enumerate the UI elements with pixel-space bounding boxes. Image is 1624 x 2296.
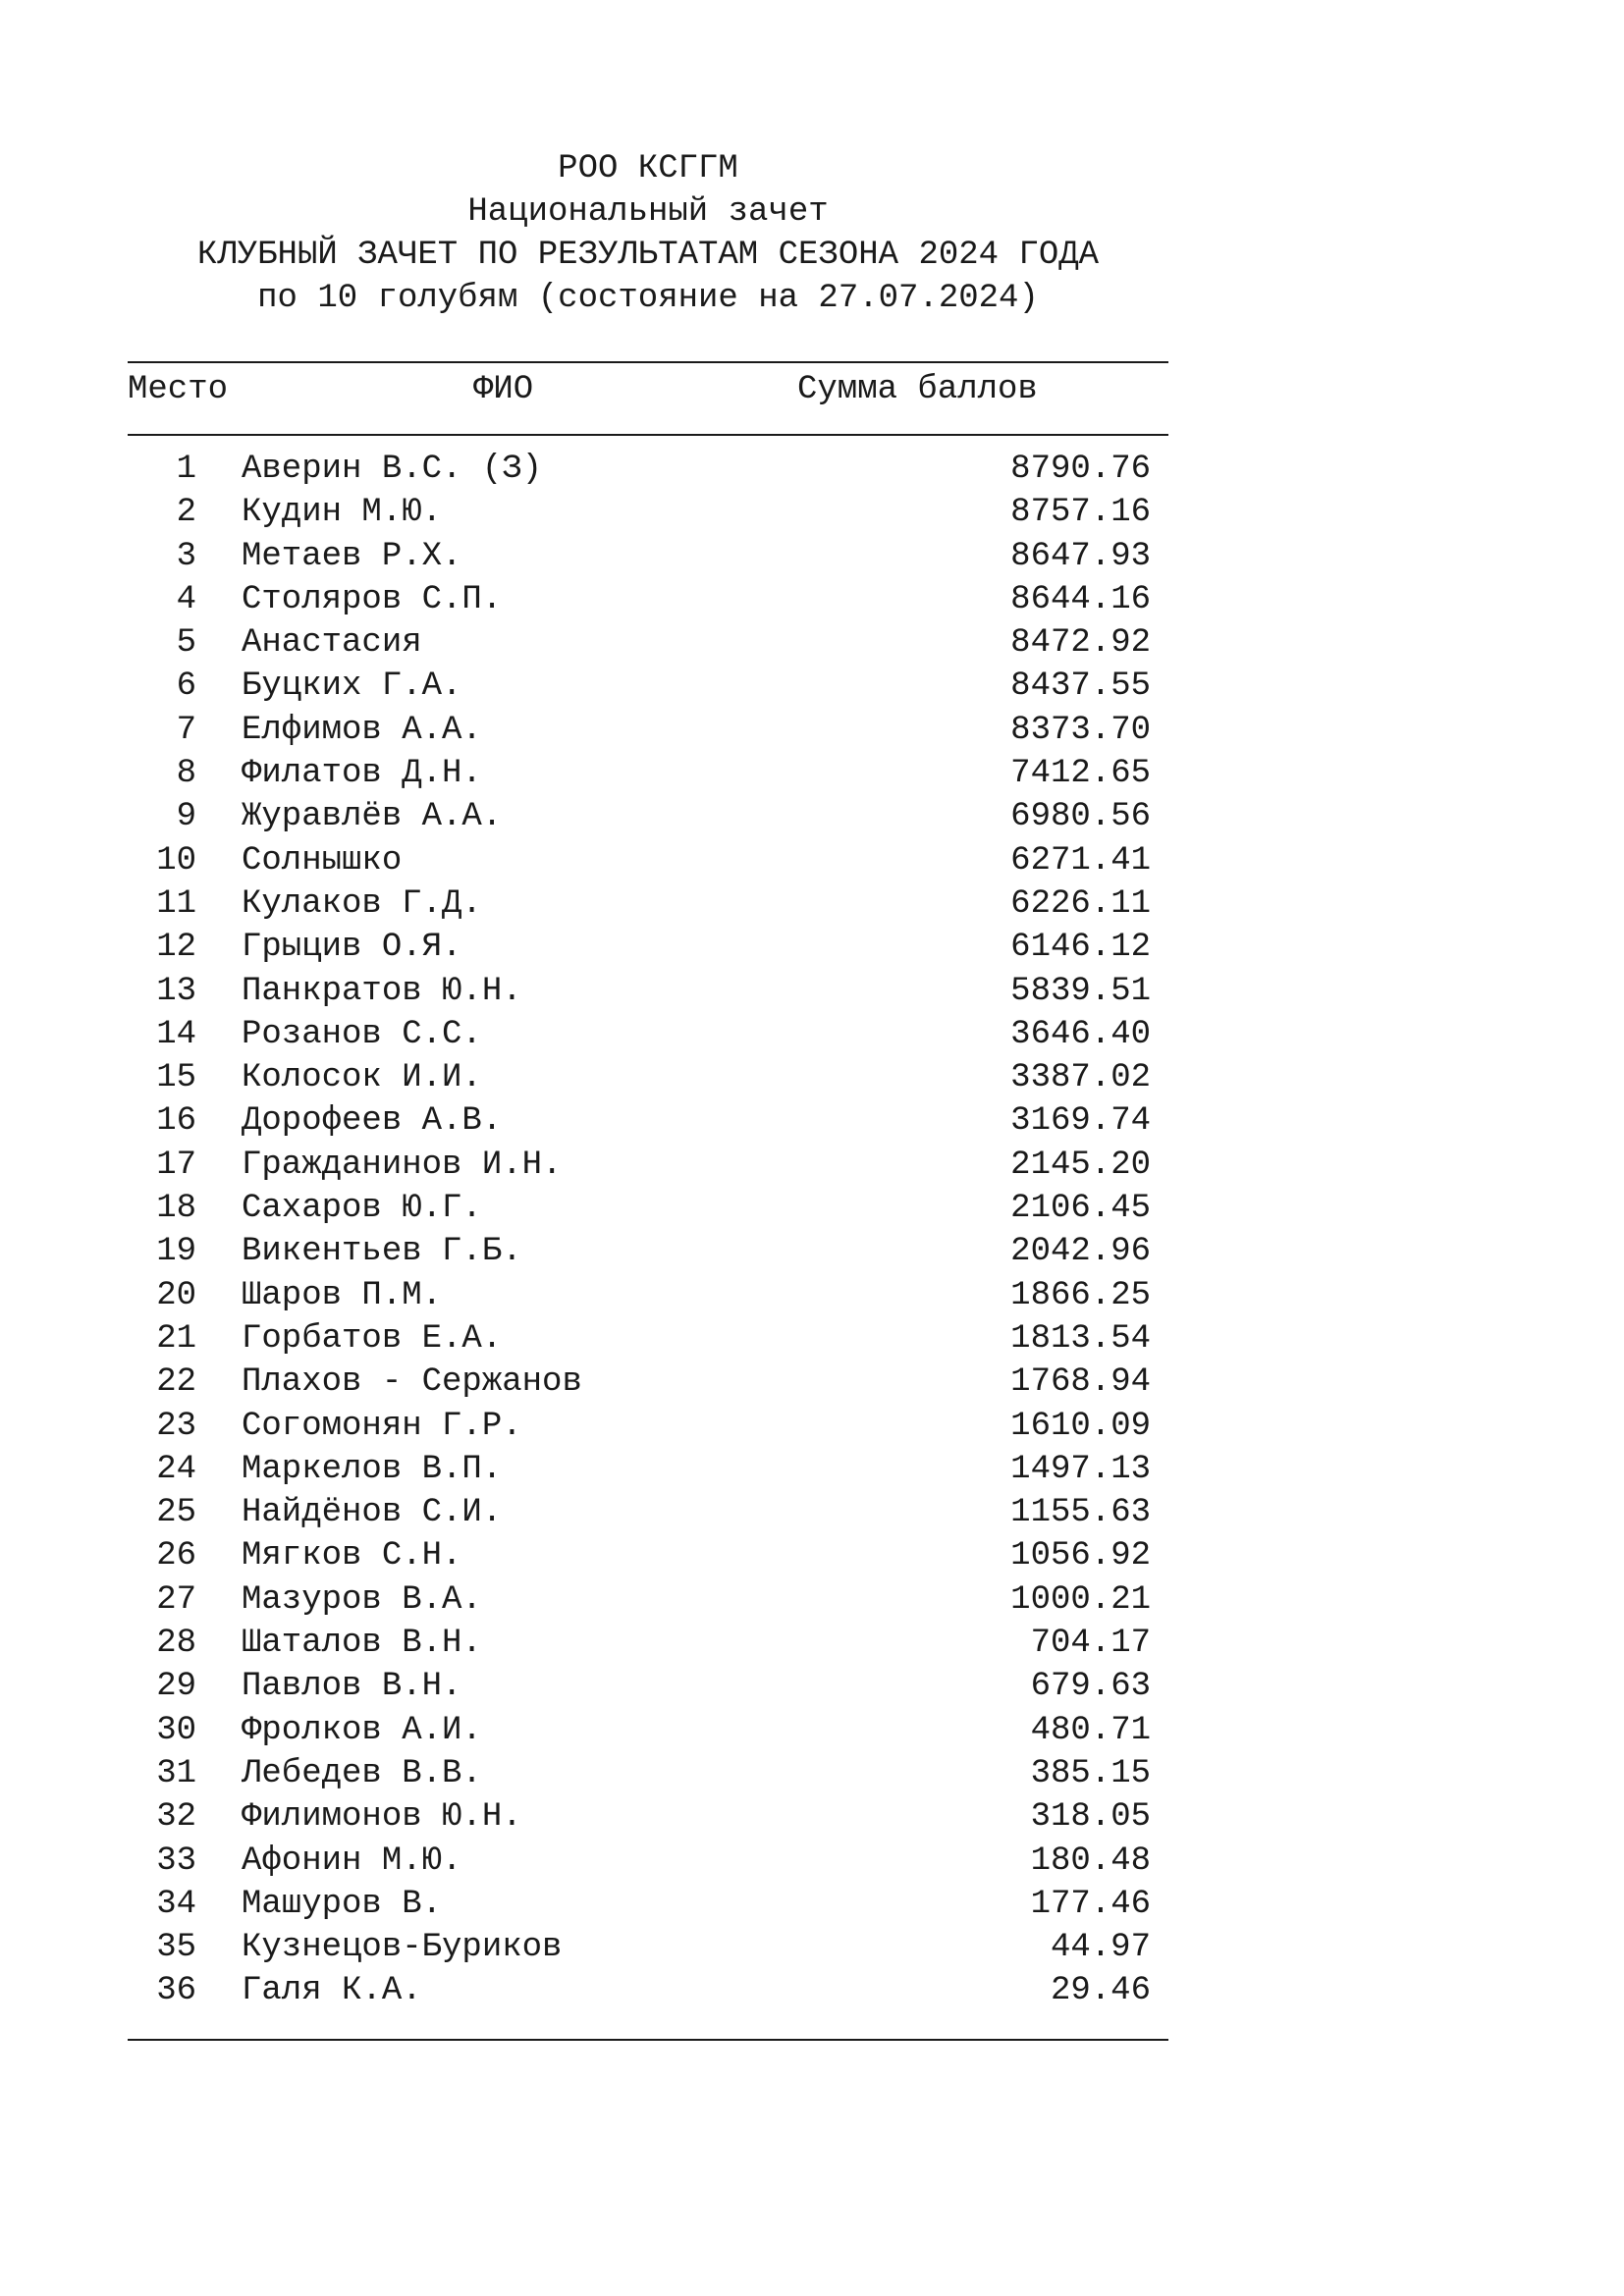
place-cell: 1 [176,451,196,488]
name-cell: Солнышко [242,841,403,880]
place-cell: 2 [176,494,196,532]
name-cell: Буцких Г.А. [242,667,462,706]
table-row [128,621,1168,665]
report-title: КЛУБНЫЙ ЗАЧЕТ ПО РЕЗУЛЬТАТАМ СЕЗОНА 2024 ГОДА [196,237,1100,274]
table-header [128,363,1168,434]
table-row [128,535,1168,578]
name-cell: Колосок И.И. [242,1059,482,1097]
score-cell: 1866.25 [1010,1276,1151,1314]
name-cell: Галя К.А. [242,1972,422,2010]
table-row [128,1144,1168,1187]
place-cell: 21 [156,1319,196,1358]
place-cell: 27 [156,1580,196,1619]
score-cell: 1768.94 [1010,1363,1151,1402]
place-cell: 29 [156,1668,196,1706]
name-cell: Сахаров Ю.Г. [242,1190,482,1228]
score-cell: 8647.93 [1010,537,1151,575]
name-cell: Афонин М.Ю. [242,1842,462,1880]
score-cell: 1497.13 [1010,1450,1151,1488]
place-cell: 10 [156,841,196,880]
score-cell: 180.48 [1030,1842,1151,1880]
name-cell: Панкратов Ю.Н. [242,972,522,1010]
table-row [128,1840,1168,1883]
score-cell: 385.15 [1030,1754,1151,1792]
name-cell: Лебедев В.В. [242,1754,482,1792]
score-cell: 6146.12 [1010,929,1151,967]
table-row [128,970,1168,1013]
column-header-score: Сумма баллов [797,371,1038,408]
name-cell: Маркелов В.П. [242,1450,503,1488]
divider [128,2039,1168,2041]
score-cell: 1000.21 [1010,1580,1151,1619]
place-cell: 22 [156,1363,196,1402]
score-cell: 480.71 [1030,1711,1151,1749]
table-row [128,1926,1168,1969]
name-cell: Горбатов Е.А. [242,1319,503,1358]
table-row [128,1317,1168,1361]
name-cell: Елфимов А.А. [242,711,482,749]
score-cell: 6980.56 [1010,798,1151,836]
score-cell: 2042.96 [1010,1233,1151,1271]
score-cell: 3646.40 [1010,1015,1151,1053]
score-cell: 8437.55 [1010,667,1151,706]
name-cell: Гражданинов И.Н. [242,1146,563,1184]
score-cell: 7412.65 [1010,755,1151,793]
column-header-place: Место [128,371,229,408]
name-cell: Согомонян Г.Р. [242,1407,522,1445]
name-cell: Столяров С.П. [242,580,503,618]
score-cell: 2145.20 [1010,1146,1151,1184]
score-cell: 3169.74 [1010,1102,1151,1141]
place-cell: 7 [176,711,196,749]
score-cell: 318.05 [1030,1798,1151,1837]
results-table-body [128,448,1168,2013]
table-row [128,1578,1168,1622]
score-cell: 1155.63 [1010,1494,1151,1532]
table-row [128,1448,1168,1491]
place-cell: 9 [176,798,196,836]
place-cell: 20 [156,1276,196,1314]
name-cell: Павлов В.Н. [242,1668,462,1706]
place-cell: 19 [156,1233,196,1271]
name-cell: Аверин В.С. (З) [242,451,543,488]
table-row [128,1665,1168,1708]
score-cell: 1610.09 [1010,1407,1151,1445]
place-cell: 23 [156,1407,196,1445]
name-cell: Шаталов В.Н. [242,1625,482,1663]
score-cell: 29.46 [1050,1972,1151,2010]
name-cell: Машуров В. [242,1885,443,1923]
score-cell: 704.17 [1030,1625,1151,1663]
name-cell: Фролков А.И. [242,1711,482,1749]
place-cell: 28 [156,1625,196,1663]
place-cell: 36 [156,1972,196,2010]
score-cell: 6226.11 [1010,884,1151,923]
place-cell: 13 [156,972,196,1010]
place-cell: 34 [156,1885,196,1923]
organization-title: РОО КСГГМ [558,150,738,187]
name-cell: Филимонов Ю.Н. [242,1798,522,1837]
score-cell: 44.97 [1050,1929,1151,1967]
score-cell: 679.63 [1030,1668,1151,1706]
place-cell: 5 [176,624,196,663]
place-cell: 33 [156,1842,196,1880]
score-cell: 1813.54 [1010,1319,1151,1358]
divider [128,434,1168,436]
place-cell: 31 [156,1754,196,1792]
report-subtitle: по 10 голубям (состояние на 27.07.2024) [257,280,1039,317]
name-cell: Журавлёв А.А. [242,798,503,836]
name-cell: Найдёнов С.И. [242,1494,503,1532]
table-row [128,1187,1168,1230]
name-cell: Мазуров В.А. [242,1580,482,1619]
place-cell: 35 [156,1929,196,1967]
name-cell: Плахов - Сержанов [242,1363,582,1402]
table-row [128,1491,1168,1534]
table-row [128,578,1168,621]
score-cell: 3387.02 [1010,1059,1151,1097]
table-row [128,795,1168,838]
table-row [128,1405,1168,1448]
score-cell: 2106.45 [1010,1190,1151,1228]
name-cell: Мягков С.Н. [242,1537,462,1575]
place-cell: 3 [176,537,196,575]
score-cell: 6271.41 [1010,841,1151,880]
table-row [128,1883,1168,1926]
score-cell: 177.46 [1030,1885,1151,1923]
table-row [128,839,1168,882]
table-row [128,752,1168,795]
table-row [128,882,1168,926]
name-cell: Кудин М.Ю. [242,494,443,532]
score-cell: 8373.70 [1010,711,1151,749]
place-cell: 8 [176,755,196,793]
place-cell: 30 [156,1711,196,1749]
score-cell: 8644.16 [1010,580,1151,618]
place-cell: 17 [156,1146,196,1184]
name-cell: Филатов Д.Н. [242,755,482,793]
name-cell: Грыцив О.Я. [242,929,462,967]
table-row [128,1752,1168,1795]
table-row [128,1274,1168,1317]
results-document [128,147,1168,2041]
score-cell: 8790.76 [1010,451,1151,488]
place-cell: 25 [156,1494,196,1532]
table-row [128,1056,1168,1099]
table-row [128,1709,1168,1752]
name-cell: Кулаков Г.Д. [242,884,482,923]
place-cell: 18 [156,1190,196,1228]
table-row [128,926,1168,969]
name-cell: Викентьев Г.Б. [242,1233,522,1271]
table-row [128,1099,1168,1143]
competition-subtitle: Национальный зачет [467,193,829,231]
table-row [128,1013,1168,1056]
name-cell: Дорофеев А.В. [242,1102,503,1141]
column-header-name: ФИО [473,371,534,408]
name-cell: Шаров П.М. [242,1276,443,1314]
place-cell: 32 [156,1798,196,1837]
table-row [128,448,1168,491]
table-row [128,491,1168,534]
place-cell: 16 [156,1102,196,1141]
table-row [128,665,1168,708]
table-row [128,1622,1168,1665]
place-cell: 15 [156,1059,196,1097]
place-cell: 14 [156,1015,196,1053]
name-cell: Анастасия [242,624,422,663]
score-cell: 1056.92 [1010,1537,1151,1575]
table-row [128,1969,1168,2012]
table-row [128,1534,1168,1577]
place-cell: 11 [156,884,196,923]
table-row [128,709,1168,752]
place-cell: 26 [156,1537,196,1575]
name-cell: Кузнецов-Буриков [242,1929,563,1967]
place-cell: 6 [176,667,196,706]
table-row [128,1230,1168,1273]
table-row [128,1361,1168,1404]
score-cell: 5839.51 [1010,972,1151,1010]
name-cell: Розанов С.С. [242,1015,482,1053]
place-cell: 4 [176,580,196,618]
score-cell: 8472.92 [1010,624,1151,663]
name-cell: Метаев Р.Х. [242,537,462,575]
place-cell: 12 [156,929,196,967]
place-cell: 24 [156,1450,196,1488]
score-cell: 8757.16 [1010,494,1151,532]
table-row [128,1795,1168,1839]
